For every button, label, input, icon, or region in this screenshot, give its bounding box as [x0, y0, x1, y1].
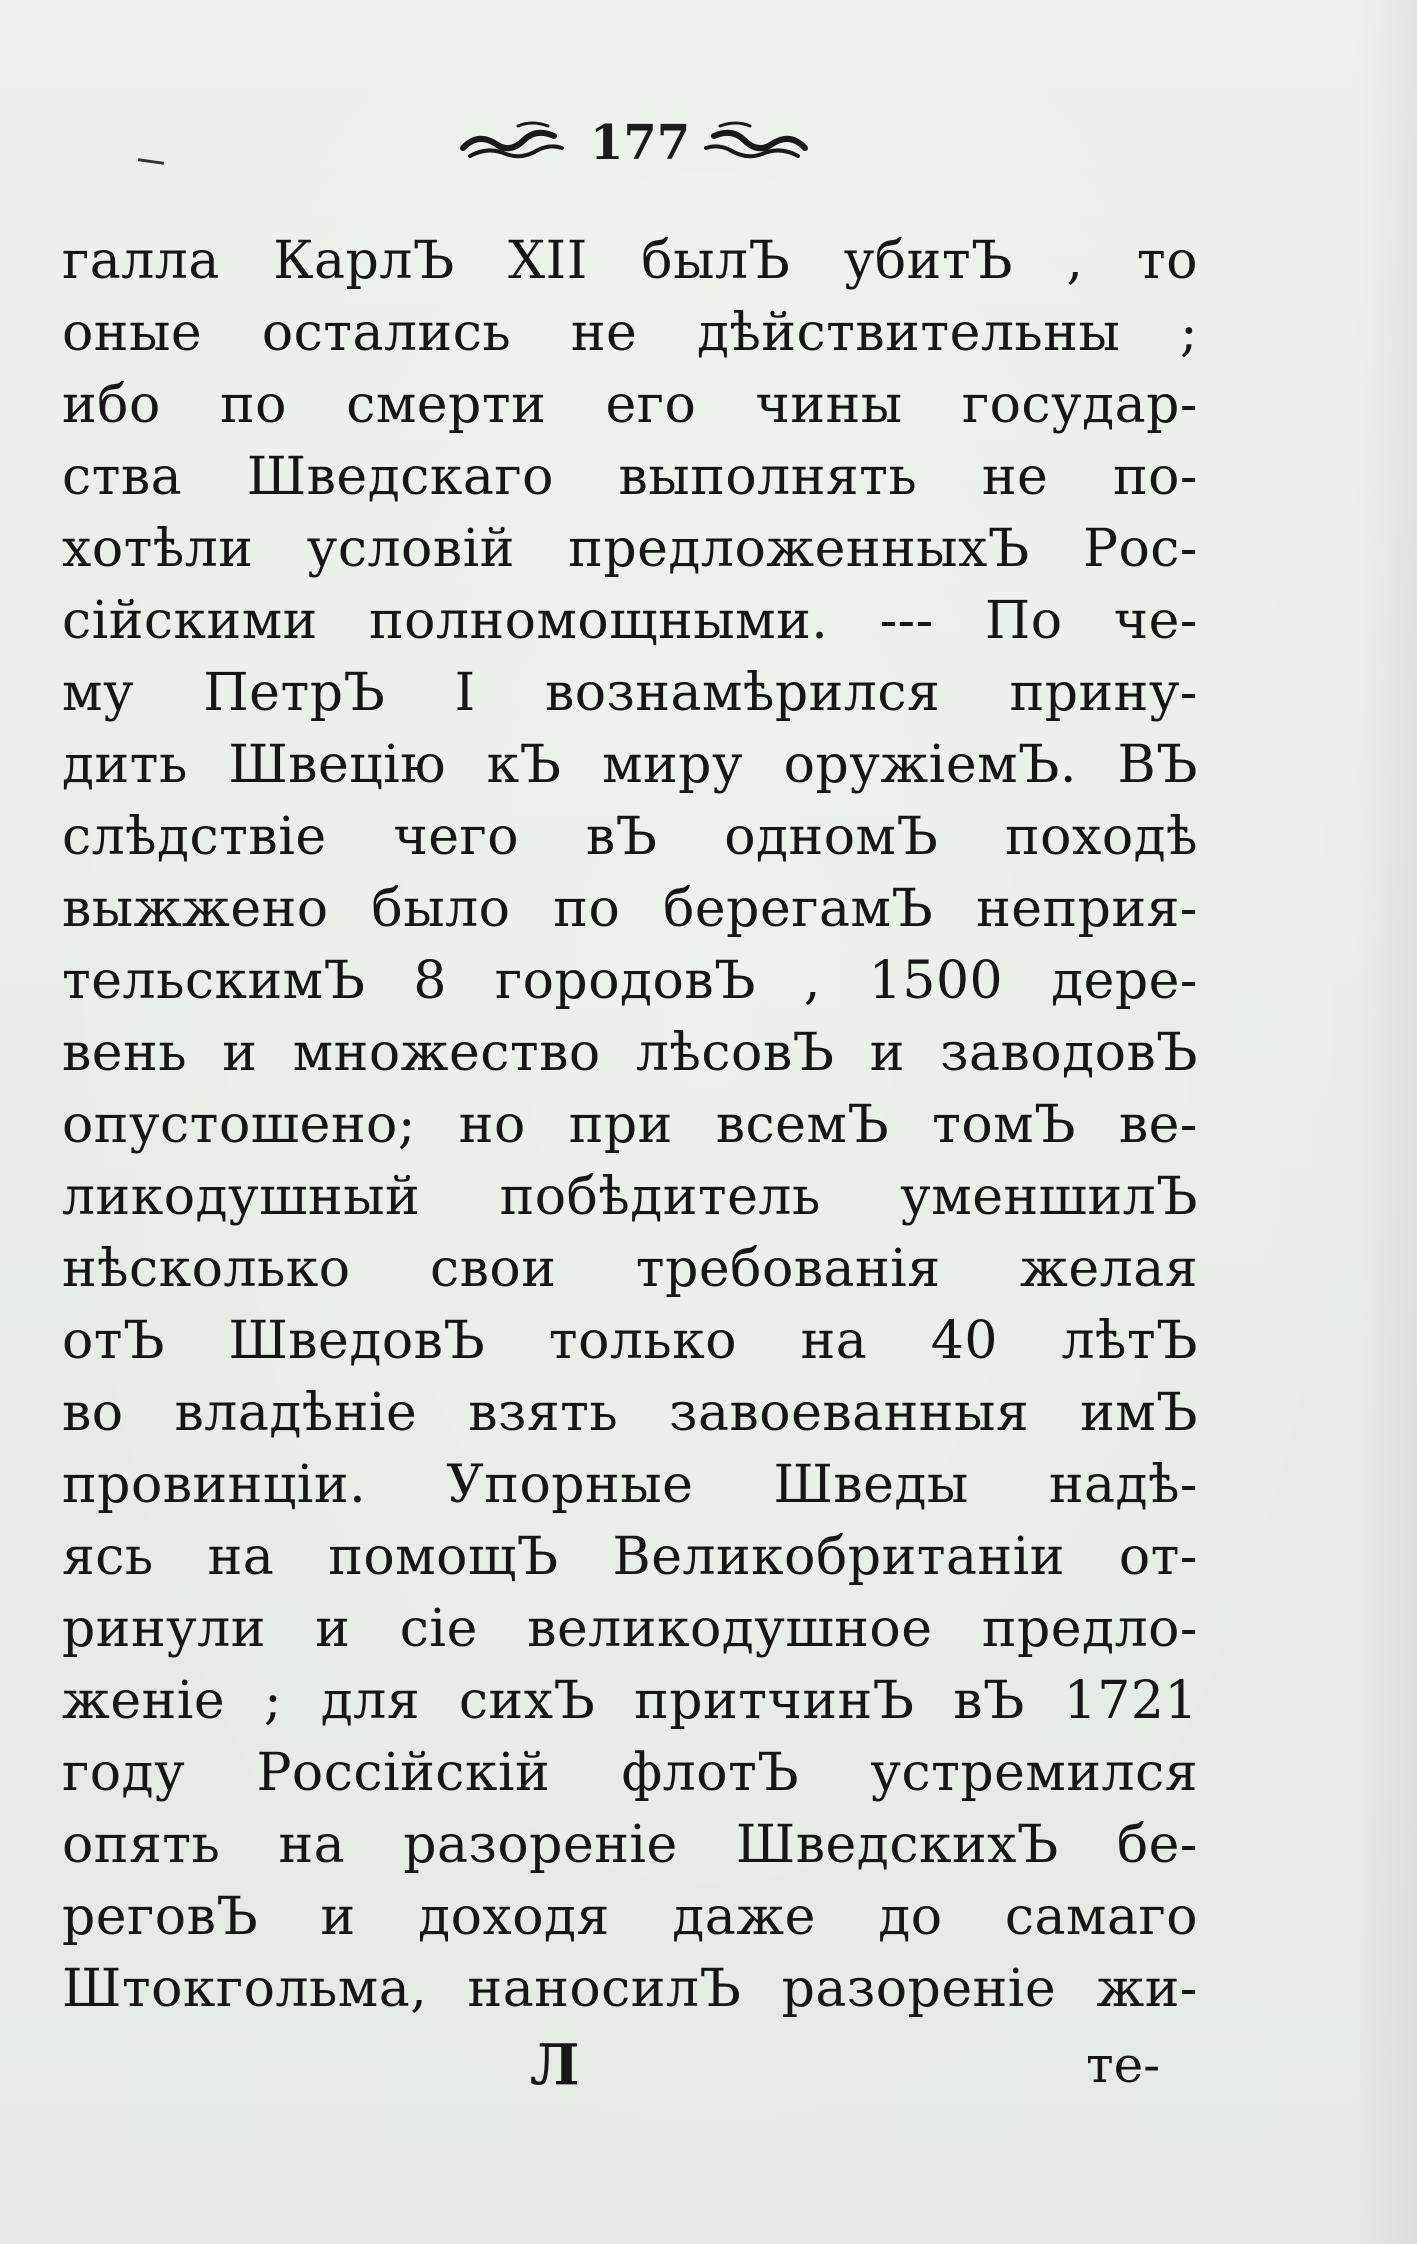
text-line: опустошено; но при всемЪ томЪ ве-	[62, 1095, 1198, 1155]
body-text	[62, 225, 1198, 2025]
text-line: ства Шведскаго выполнять не по-	[62, 447, 1198, 507]
ornament-left-icon	[458, 118, 568, 162]
text-line: оные остались не дѣйствительны ;	[62, 303, 1198, 363]
text-line: нѣсколько свои требованія желая	[62, 1239, 1198, 1299]
signature-mark: Л	[530, 2032, 580, 2098]
page-header	[0, 108, 1417, 178]
text-line: слѣдствіе чего вЪ одномЪ походѣ	[62, 807, 1198, 867]
text-line: сійскими полномощными. --- По че-	[62, 591, 1198, 651]
text-line: Штокгольма, наносилЪ разореніе жи-	[62, 1959, 1198, 2019]
text-line: ясь на помощЪ Великобританіи от-	[62, 1527, 1198, 1587]
text-line: женіе ; для сихЪ притчинЪ вЪ 1721	[62, 1671, 1198, 1731]
text-line: отЪ ШведовЪ только на 40 лѣтЪ	[62, 1311, 1198, 1371]
text-line: вень и множество лѣсовЪ и заводовЪ	[62, 1023, 1198, 1083]
text-line: ринули и сіе великодушное предло-	[62, 1599, 1198, 1659]
ornament-right-icon	[700, 118, 810, 162]
text-line: дить Швецію кЪ миру оружіемЪ. ВЪ	[62, 735, 1198, 795]
page-footer	[0, 2030, 1417, 2100]
text-line: галла КарлЪ XII былЪ убитЪ , то	[62, 231, 1198, 291]
page-number: 177	[590, 115, 691, 171]
text-line: ликодушный побѣдитель уменшилЪ	[62, 1167, 1198, 1227]
text-line: году Россійскій флотЪ устремился	[62, 1743, 1198, 1803]
text-line: хотѣли условій предложенныхЪ Рос-	[62, 519, 1198, 579]
text-line: реговЪ и доходя даже до самаго	[62, 1887, 1198, 1947]
catchword: те-	[1086, 2036, 1161, 2094]
text-line: опять на разореніе ШведскихЪ бе-	[62, 1815, 1198, 1875]
page-edge-shadow	[1357, 0, 1417, 2244]
text-line: выжжено было по берегамЪ неприя-	[62, 879, 1198, 939]
text-line: му ПетрЪ I вознамѣрился прину-	[62, 663, 1198, 723]
text-line: ибо по смерти его чины государ-	[62, 375, 1198, 435]
text-line: тельскимЪ 8 городовЪ , 1500 дере-	[62, 951, 1198, 1011]
text-line: провинціи. Упорные Шведы надѣ-	[62, 1455, 1198, 1515]
text-line: во владѣніе взять завоеванныя имЪ	[62, 1383, 1198, 1443]
